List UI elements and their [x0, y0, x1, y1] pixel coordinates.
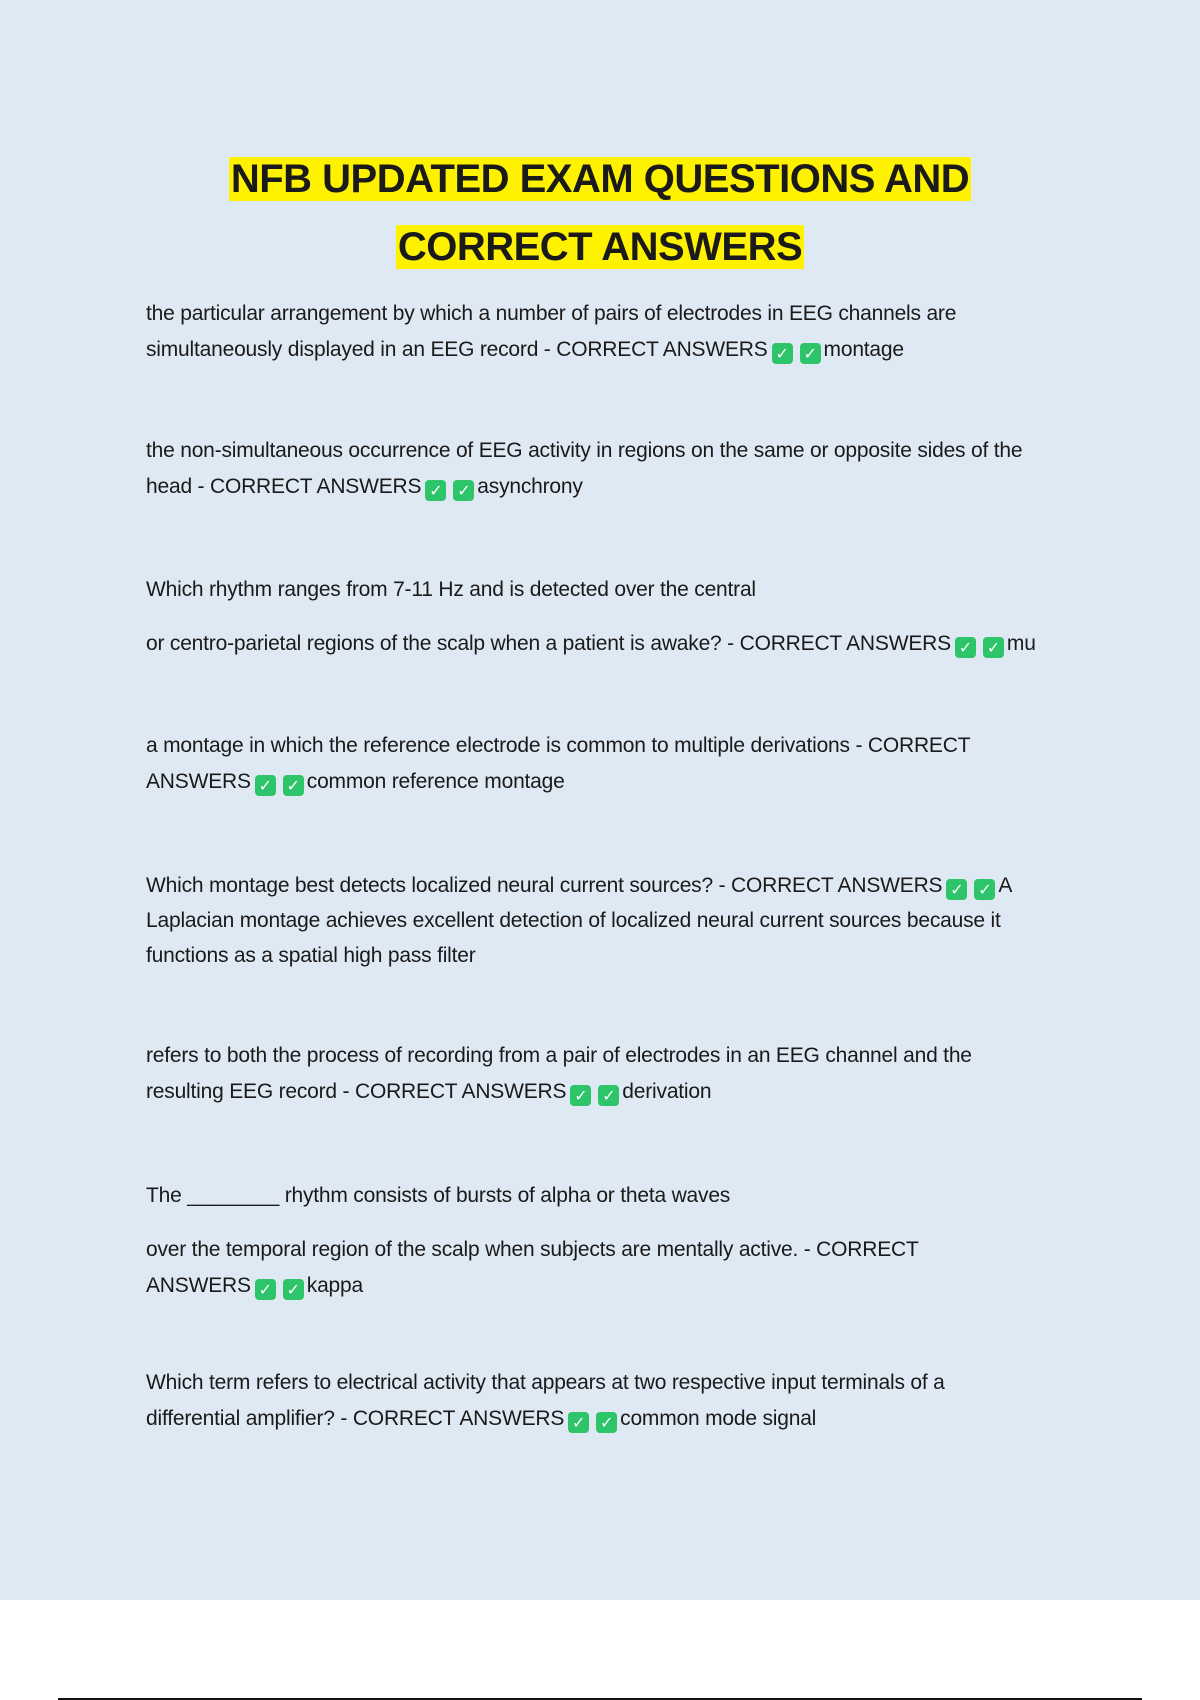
question-line: Which term refers to electrical activity that appears at two respective input terminals of a — [146, 1371, 945, 1394]
qa-item — [146, 572, 1106, 662]
question-line: the particular arrangement by which a number of pairs of electrodes in EEG channels are — [146, 302, 957, 325]
check-box-icon: ✓ — [453, 480, 474, 501]
check-box-icon: ✓ — [974, 879, 995, 900]
question-line: over the temporal region of the scalp when subjects are mentally active. - CORRECT — [146, 1238, 919, 1261]
question-line: ANSWERS ✓ ✓ common reference montage — [146, 770, 565, 795]
question-line: resulting EEG record - CORRECT ANSWERS ✓ ✓ derivation — [146, 1080, 712, 1105]
qa-item — [146, 1365, 1106, 1437]
answer-text: derivation — [622, 1080, 712, 1103]
question-line: the non-simultaneous occurrence of EEG activity in regions on the same or opposite sides of the — [146, 439, 1023, 462]
question-line: Which rhythm ranges from 7-11 Hz and is detected over the central — [146, 578, 756, 601]
question-line: head - CORRECT ANSWERS ✓ ✓ asynchrony — [146, 475, 583, 500]
question-line: The ________ rhythm consists of bursts of alpha or theta waves — [146, 1184, 731, 1207]
answer-text: A — [998, 874, 1013, 897]
check-box-icon: ✓ — [255, 775, 276, 796]
question-line: refers to both the process of recording from a pair of electrodes in an EEG channel and the — [146, 1044, 972, 1067]
page-title — [0, 145, 1200, 281]
answer-text: kappa — [306, 1274, 363, 1297]
qa-item — [146, 433, 1106, 505]
question-line: ANSWERS ✓ ✓ kappa — [146, 1274, 363, 1299]
check-box-icon: ✓ — [596, 1412, 617, 1433]
question-line: or centro-parietal regions of the scalp when a patient is awake? - CORRECT ANSWERS ✓ ✓ mu — [146, 632, 1036, 657]
check-box-icon: ✓ — [983, 637, 1004, 658]
check-box-icon: ✓ — [800, 343, 821, 364]
question-line: Which montage best detects localized neural current sources? - CORRECT ANSWERS ✓ ✓ A — [146, 874, 1013, 899]
check-box-icon: ✓ — [283, 1279, 304, 1300]
title-line-2: CORRECT ANSWERS — [397, 225, 803, 269]
check-box-icon: ✓ — [570, 1085, 591, 1106]
qa-item — [146, 296, 1106, 368]
answer-text: common mode signal — [620, 1407, 817, 1430]
title-line-1: NFB UPDATED EXAM QUESTIONS AND — [230, 157, 970, 201]
qa-item — [146, 868, 1106, 973]
answer-text: asynchrony — [477, 475, 583, 498]
answer-text: mu — [1006, 632, 1036, 655]
answer-line: functions as a spatial high pass filter — [146, 944, 476, 967]
question-line: simultaneously displayed in an EEG record - CORRECT ANSWERS ✓ ✓ montage — [146, 338, 904, 363]
answer-line: Laplacian montage achieves excellent detection of localized neural current sources because it — [146, 909, 1001, 932]
check-box-icon: ✓ — [946, 879, 967, 900]
qa-item — [146, 1178, 1106, 1304]
check-box-icon: ✓ — [255, 1279, 276, 1300]
qa-item — [146, 1038, 1106, 1110]
qa-item — [146, 728, 1106, 800]
check-box-icon: ✓ — [568, 1412, 589, 1433]
question-line: differential amplifier? - CORRECT ANSWERS ✓ ✓ common mode signal — [146, 1407, 817, 1432]
check-box-icon: ✓ — [955, 637, 976, 658]
check-box-icon: ✓ — [598, 1085, 619, 1106]
check-box-icon: ✓ — [283, 775, 304, 796]
answer-text: montage — [823, 338, 904, 361]
check-box-icon: ✓ — [772, 343, 793, 364]
question-line: a montage in which the reference electrode is common to multiple derivations - CORRECT — [146, 734, 971, 757]
answer-text: common reference montage — [306, 770, 565, 793]
check-box-icon: ✓ — [425, 480, 446, 501]
